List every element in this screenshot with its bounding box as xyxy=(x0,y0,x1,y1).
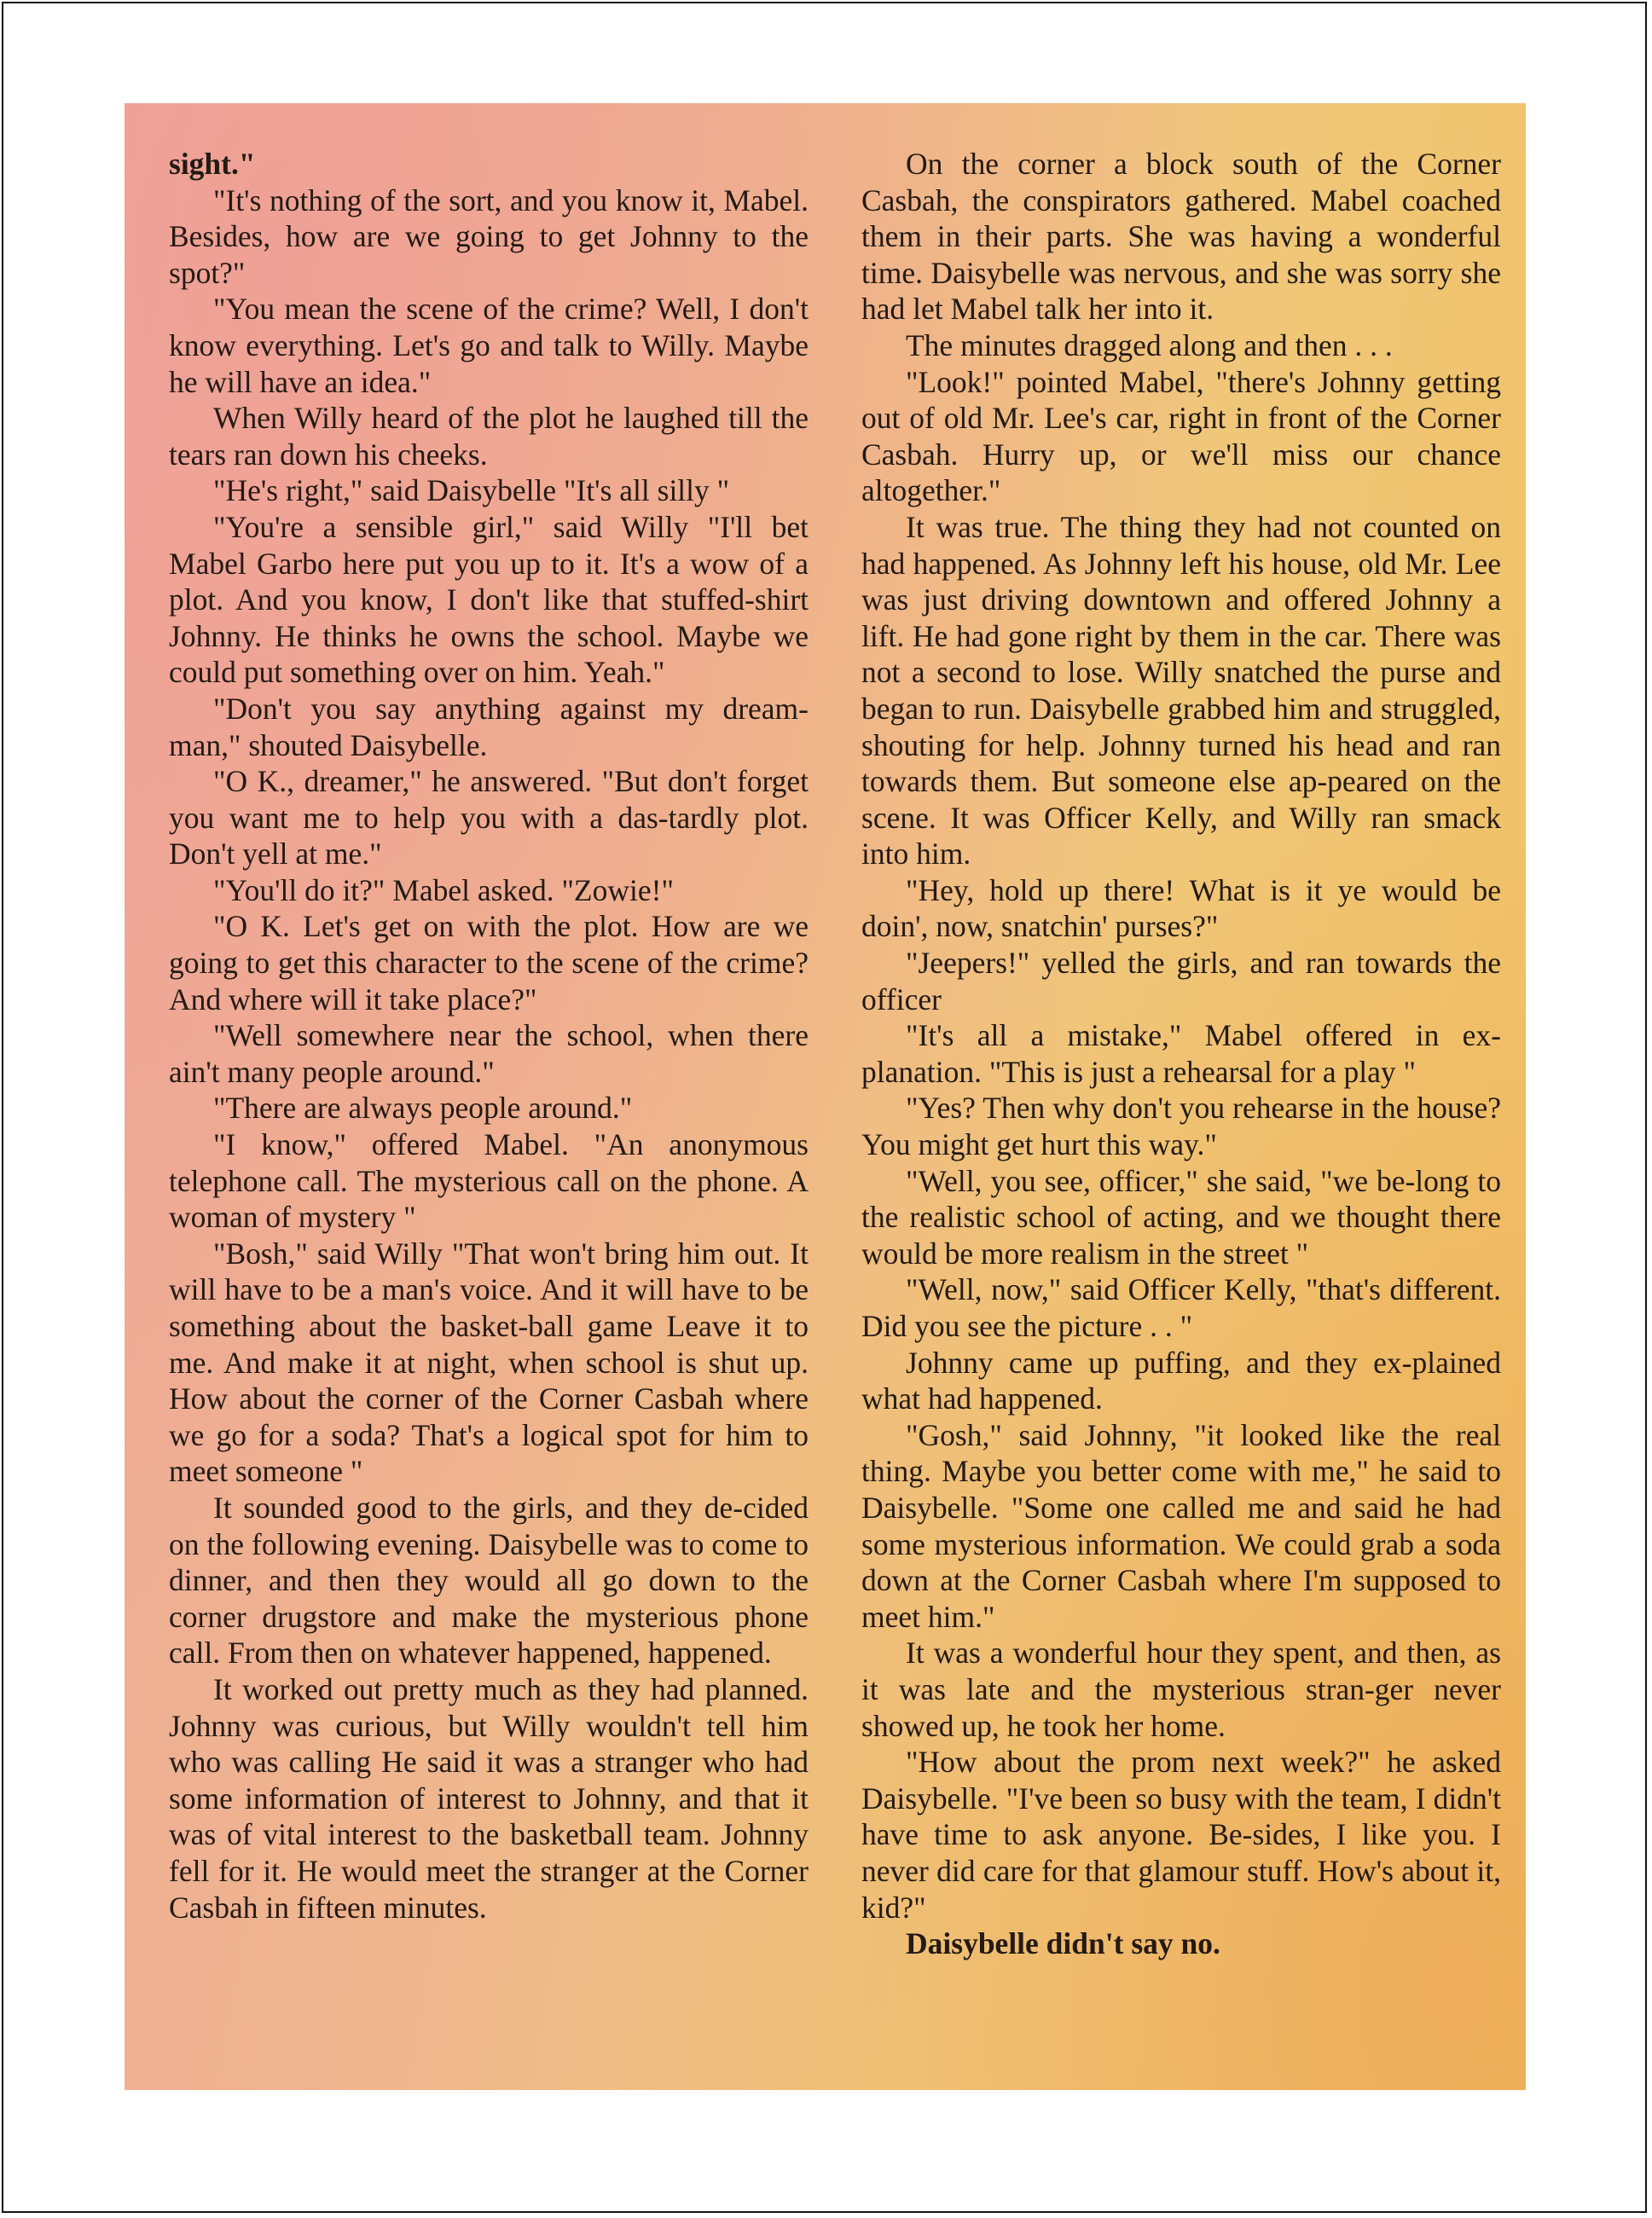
paragraph: "He's right," said Daisybelle "It's all silly " xyxy=(213,473,730,508)
page-border xyxy=(2,2,1647,2213)
paragraph: When Willy heard of the plot he laughed till the tears ran down his cheeks. xyxy=(169,401,809,472)
paragraph: On the corner a block south of the Corner Casbah, the conspirators gathered. Mabel coached them in their parts. She was having a wonderful time. Daisybelle was nervous, and she was sorry she had let Mabel talk her into it. xyxy=(861,147,1501,327)
paragraph: The minutes dragged along and then . . . xyxy=(906,327,1393,362)
paragraph: "It's all a mistake," Mabel offered in ex-planation. "This is just a rehearsal for a play " xyxy=(861,1018,1501,1089)
paragraph: "O K., dreamer," he answered. "But don't forget you want me to help you with a das-tardly plot. Don't yell at me." xyxy=(169,764,809,872)
left-column xyxy=(169,146,809,2065)
paragraph: "Yes? Then why don't you rehearse in the house? You might get hurt this way." xyxy=(861,1091,1501,1162)
paragraph: "You mean the scene of the crime? Well, I don't know everything. Let's go and talk to Willy. Maybe he will have an idea." xyxy=(169,292,809,399)
paragraph: "Jeepers!" yelled the girls, and ran towards the officer xyxy=(861,946,1501,1016)
paragraph: "How about the prom next week?" he asked Daisybelle. "I've been so busy with the team, I didn't have time to ask anyone. Be-sides, I like you. I never did care for that glamour stuff. How's about it, kid?" xyxy=(861,1745,1501,1925)
story-page xyxy=(125,103,1526,2090)
paragraph: "Well, you see, officer," she said, "we be-long to the realistic school of acting, and we thought there would be more realism in the street " xyxy=(861,1163,1501,1271)
paragraph: "Well, now," said Officer Kelly, "that's different. Did you see the picture . . " xyxy=(861,1272,1501,1343)
paragraph: Johnny came up puffing, and they ex-plained what had happened. xyxy=(861,1345,1501,1416)
paragraph: "There are always people around." xyxy=(213,1091,633,1126)
paragraph: "You're a sensible girl," said Willy "I'll bet Mabel Garbo here put you up to it. It's a wow of a plot. And you know, I don't like that stuffed-shirt Johnny. He thinks he owns the school. Maybe we could put something over on him. Yeah." xyxy=(169,509,809,690)
paragraph: "I know," offered Mabel. "An anonymous telephone call. The mysterious call on the phone. A woman of mystery " xyxy=(169,1127,809,1235)
right-column xyxy=(861,146,1501,2065)
paragraph: "O K. Let's get on with the plot. How are we going to get this character to the scene of the crime? And where will it take place?" xyxy=(169,909,809,1016)
paragraph: "Hey, hold up there! What is it ye would be doin', now, snatchin' purses?" xyxy=(861,872,1501,944)
paragraph: sight." xyxy=(169,147,256,181)
paragraph: "It's nothing of the sort, and you know it, Mabel. Besides, how are we going to get Johnny to the spot?" xyxy=(169,182,809,290)
paragraph: "Don't you say anything against my dream-man," shouted Daisybelle. xyxy=(169,691,809,762)
paragraph: Daisybelle didn't say no. xyxy=(906,1926,1220,1961)
paragraph: It was true. The thing they had not counted on had happened. As Johnny left his house, old Mr. Lee was just driving downtown and offered Johnny a lift. He had gone right by them in the car. There was not a second to lose. Willy snatched the purse and began to run. Daisybelle grabbed him and struggled, shouting for help. Johnny turned his head and ran towards them. But someone else ap-peared on the scene. It was Officer Kelly, and Willy ran smack into him. xyxy=(861,509,1501,872)
paragraph: "You'll do it?" Mabel asked. "Zowie!" xyxy=(213,872,674,907)
paragraph: "Gosh," said Johnny, "it looked like the real thing. Maybe you better come with me," he said to Daisybelle. "Some one called me and said he had some mysterious information. We could grab a soda down at the Corner Casbah where I'm supposed to meet him." xyxy=(861,1417,1501,1634)
paragraph: "Look!" pointed Mabel, "there's Johnny getting out of old Mr. Lee's car, right in front of the Corner Casbah. Hurry up, or we'll miss our chance altogether." xyxy=(861,364,1501,508)
paragraph: It worked out pretty much as they had planned. Johnny was curious, but Willy wouldn't tell him who was calling He said it was a stranger who had some information of interest to Johnny, and that it was of vital interest to the basketball team. Johnny fell for it. He would meet the stranger at the Corner Casbah in fifteen minutes. xyxy=(169,1671,809,1925)
paragraph: It was a wonderful hour they spent, and then, as it was late and the mysterious stran-ger never showed up, he took her home. xyxy=(861,1636,1501,1743)
paragraph: It sounded good to the girls, and they de-cided on the following evening. Daisybelle was to come to dinner, and then they would all go down to the corner drugstore and make the mysterious phone call. From then on whatever happened, happened. xyxy=(169,1490,809,1671)
paragraph: "Bosh," said Willy "That won't bring him out. It will have to be a man's voice. And it will have to be something about the basket-ball game Leave it to me. And make it at night, when school is shut up. How about the corner of the Corner Casbah where we go for a soda? That's a logical spot for him to meet someone " xyxy=(169,1236,809,1489)
paragraph: "Well somewhere near the school, when there ain't many people around." xyxy=(169,1018,809,1089)
